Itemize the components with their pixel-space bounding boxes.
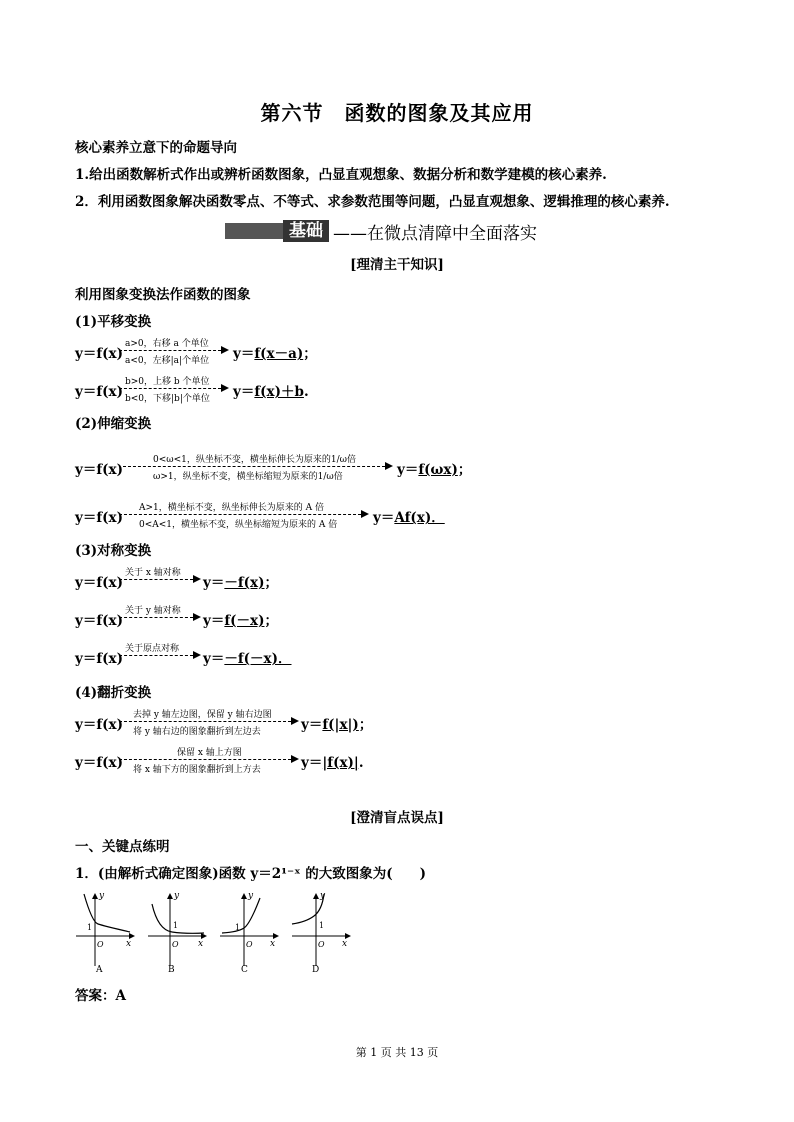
intro-point-1: 1.给出函数解析式作出或辨析函数图象，凸显直观想象、数据分析和数学建模的核心素养. (75, 167, 607, 183)
translation-row-2 (75, 372, 595, 406)
option-graphs (70, 888, 360, 976)
row-lhs: y＝f(x) (75, 755, 123, 771)
page-footer: 第 1 页 共 13 页 (355, 1046, 439, 1059)
banner-bar (225, 223, 283, 239)
row-lhs: y＝f(x) (75, 384, 123, 400)
transform-arrow (119, 705, 299, 739)
symmetry-row-1 (75, 563, 595, 593)
option-label-c: C (241, 965, 248, 975)
row-tail: ； (303, 346, 317, 362)
option-label-d: D (312, 965, 320, 975)
row-lhs: y＝f(x) (75, 346, 123, 362)
one-label: 1 (87, 923, 93, 932)
row-lhs: y＝f(x) (75, 462, 123, 478)
question-1: 1．(由解析式确定图象)函数 y＝2¹⁻ˣ 的大致图象为( ) (75, 866, 427, 882)
row-tail: ； (358, 717, 373, 733)
row-lhs: y＝f(x) (75, 575, 123, 591)
flip-row-2 (75, 743, 595, 777)
one-label: 1 (319, 921, 325, 930)
symmetry-row-3 (75, 639, 595, 669)
translation-heading: (1)平移变换 (75, 314, 152, 330)
row-tail: ； (457, 462, 472, 478)
section2-bracket: [澄清盲点误点] (350, 810, 444, 826)
transform-arrow (119, 372, 229, 406)
arrow-condition-up: 关于 y 轴对称 (125, 606, 181, 616)
row-result: Af(x)． (394, 510, 445, 526)
arrow-condition-up: 保留 x 轴上方图 (177, 748, 242, 758)
transform-arrow (119, 601, 201, 635)
origin-label: O (172, 940, 179, 949)
stretch-heading: (2)伸缩变换 (75, 416, 152, 432)
arrow-condition-up: b>0，上移 b 个单位 (125, 377, 210, 387)
transform-arrow (123, 450, 393, 484)
option-d-graph[interactable] (292, 891, 350, 975)
stretch-row-2 (75, 496, 595, 530)
translation-row-1 (75, 334, 595, 368)
option-label-a: A (96, 965, 103, 975)
stretch-row-1 (75, 444, 595, 488)
y-axis-label: y (248, 891, 254, 901)
section1-heading: 利用图象变换法作函数的图象 (75, 287, 251, 303)
row-rhs: y＝ (373, 510, 395, 526)
banner-subtitle: ——在微点清障中全面落实 (333, 223, 537, 244)
row-result: f(x－a) (254, 346, 304, 362)
row-tail: ； (264, 613, 278, 629)
row-result: f(－x) (224, 613, 265, 629)
row-tail: ； (264, 575, 278, 591)
option-b-graph[interactable] (148, 891, 206, 975)
row-tail: . (358, 755, 364, 771)
symmetry-row-2 (75, 601, 595, 631)
section1-bracket: [理清主干知识] (350, 257, 444, 273)
option-label-b: B (168, 965, 175, 975)
origin-label: O (318, 940, 325, 949)
origin-label: O (246, 940, 253, 949)
arrow-condition-up: A>1，横坐标不变，纵坐标伸长为原来的 A 倍 (139, 503, 324, 513)
row-result: －f(x) (224, 575, 265, 591)
x-axis-label: x (198, 939, 204, 949)
x-axis-label: x (270, 939, 276, 949)
row-lhs: y＝f(x) (75, 510, 123, 526)
option-a-graph[interactable] (76, 891, 134, 975)
section-banner (225, 220, 537, 242)
x-axis-label: x (126, 939, 132, 949)
row-result: f(|x|) (322, 717, 359, 733)
arrow-condition-up: 0<ω<1，纵坐标不变，横坐标伸长为原来的1/ω倍 (153, 455, 356, 465)
transform-arrow (119, 334, 229, 368)
intro-heading: 核心素养立意下的命题导向 (75, 140, 237, 156)
one-label: 1 (173, 921, 179, 930)
row-rhs: y＝ (203, 613, 225, 629)
banner-label: 基础 (283, 220, 329, 242)
arrow-condition-up: 关于原点对称 (125, 644, 180, 654)
intro-point-2: 2．利用函数图象解决函数零点、不等式、求参数范围等问题，凸显直观想象、逻辑推理的核心素养. (75, 194, 670, 210)
y-axis-label: y (174, 891, 180, 901)
symmetry-heading: (3)对称变换 (75, 543, 152, 559)
option-c-graph[interactable] (220, 891, 278, 975)
arrow-condition-up: 关于 x 轴对称 (125, 568, 181, 578)
flip-row-1 (75, 705, 595, 739)
one-label: 1 (235, 923, 241, 932)
row-rhs: y＝ (301, 755, 323, 771)
row-result: f(ωx) (418, 462, 458, 478)
transform-arrow (119, 743, 299, 777)
page-title: 第六节 函数的图象及其应用 (260, 101, 534, 125)
arrow-condition-down: ω>1，纵坐标不变，横坐标缩短为原来的1/ω倍 (153, 472, 343, 482)
arrow-condition-down: b<0，下移|b|个单位 (125, 394, 210, 404)
arrow-condition-down: a<0，左移|a|个单位 (125, 356, 210, 366)
arrow-condition-up: 去掉 y 轴左边图，保留 y 轴右边图 (133, 710, 272, 720)
row-lhs: y＝f(x) (75, 613, 123, 629)
transform-arrow (119, 498, 369, 532)
row-tail: . (303, 384, 309, 400)
arrow-condition-down: 0<A<1，横坐标不变，纵坐标缩短为原来的 A 倍 (139, 520, 338, 530)
x-axis-label: x (342, 939, 348, 949)
transform-arrow (119, 563, 201, 597)
arrow-condition-down: 将 y 轴右边的图象翻折到左边去 (133, 727, 261, 737)
section2-heading: 一、关键点练明 (75, 839, 170, 855)
arrow-condition-up: a>0，右移 a 个单位 (125, 339, 209, 349)
answer: 答案：A (75, 988, 126, 1004)
row-rhs: y＝ (233, 346, 255, 362)
row-rhs: y＝ (397, 462, 419, 478)
y-axis-label: y (99, 891, 105, 901)
row-result: －f(－x)． (224, 651, 292, 667)
row-result: |f(x)| (322, 755, 359, 771)
row-lhs: y＝f(x) (75, 717, 123, 733)
row-lhs: y＝f(x) (75, 651, 123, 667)
transform-arrow (119, 639, 201, 673)
flip-heading: (4)翻折变换 (75, 685, 152, 701)
row-rhs: y＝ (203, 651, 225, 667)
row-result: f(x)＋b (254, 384, 304, 400)
y-axis-label: y (320, 891, 326, 901)
row-rhs: y＝ (203, 575, 225, 591)
row-rhs: y＝ (233, 384, 255, 400)
origin-label: O (97, 940, 104, 949)
arrow-condition-down: 将 x 轴下方的图象翻折到上方去 (133, 765, 261, 775)
row-rhs: y＝ (301, 717, 323, 733)
